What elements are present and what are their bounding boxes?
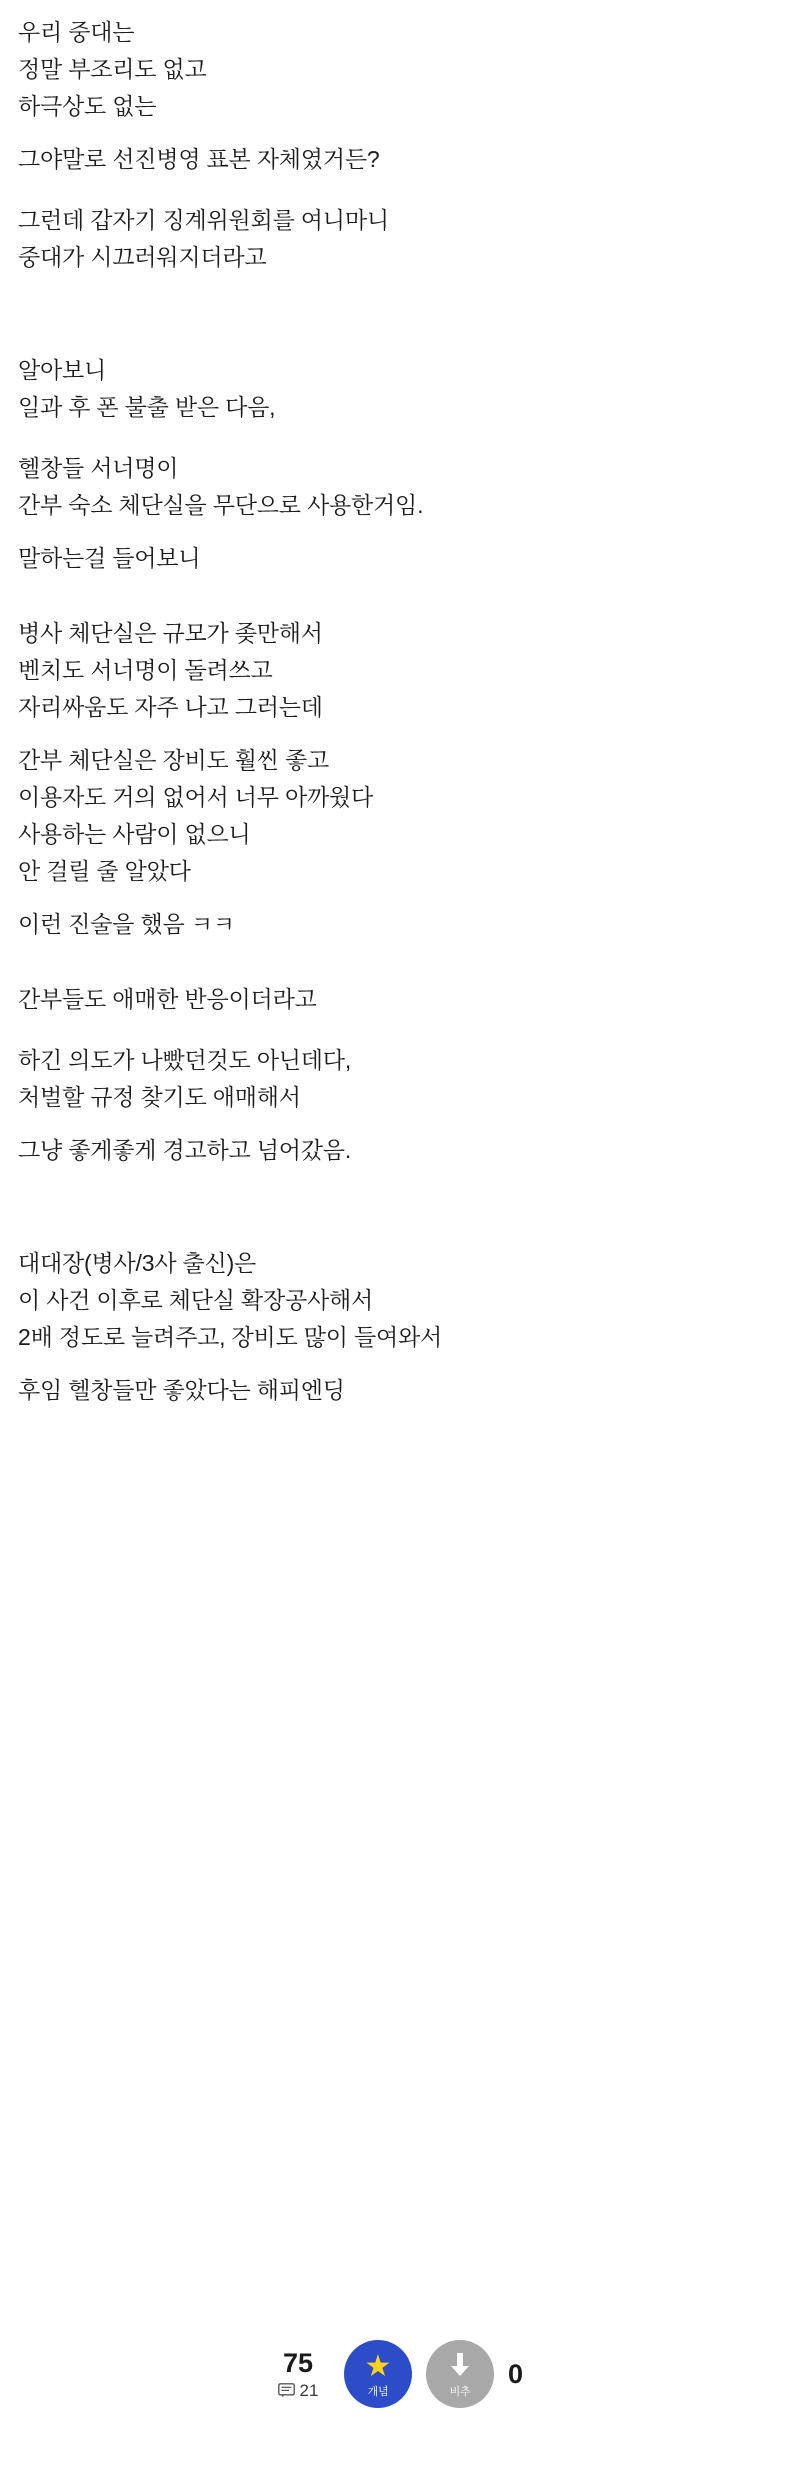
post-line: 안 걸릴 줄 알았다 [18, 858, 191, 884]
post-spacer [0, 1018, 800, 1042]
post-line: 하극상도 없는 [18, 93, 157, 119]
post-spacer [0, 577, 800, 615]
post-line: 간부 체단실은 장비도 훨씬 좋고 [18, 747, 329, 773]
post-line: 중대가 시끄러워지더라고 [18, 244, 267, 270]
post-spacer [0, 726, 800, 742]
comment-stats[interactable] [278, 2382, 319, 2399]
post-line: 대대장(병사/3사 출신)은 [18, 1250, 257, 1276]
post-spacer [0, 1169, 800, 1245]
downvote-count: 0 [508, 2358, 524, 2389]
upvote-stats [266, 2349, 330, 2400]
comment-count: 21 [299, 2381, 319, 2401]
post-spacer [0, 1116, 800, 1132]
post-line: 말하는걸 들어보니 [18, 545, 201, 571]
upvote-button-label: 개념 [367, 2386, 389, 2398]
post-line: 2배 정도로 늘려주고, 장비도 많이 들여와서 [18, 1324, 443, 1350]
post-line: 병사 체단실은 규모가 좆만해서 [18, 620, 323, 646]
post-spacer [0, 178, 800, 202]
post-line: 그냥 좋게좋게 경고하고 넘어갔음. [18, 1137, 352, 1163]
post-spacer [0, 943, 800, 981]
upvote-count: 75 [282, 2347, 314, 2378]
post-spacer [0, 1356, 800, 1372]
downvote-button-label: 비추 [449, 2386, 471, 2398]
post-line: 알아보니 [18, 357, 107, 383]
post-line: 자리싸움도 자주 나고 그러는데 [18, 694, 323, 720]
post-line: 헬창들 서너명이 [18, 455, 179, 481]
comment-icon [278, 2383, 295, 2398]
arrow-down-icon [447, 2351, 473, 2384]
post-spacer [0, 524, 800, 540]
post-line: 처벌할 규정 찾기도 애매해서 [18, 1084, 301, 1110]
post-line: 사용하는 사람이 없으니 [18, 821, 251, 847]
star-icon: ★ [364, 2350, 392, 2383]
post-line: 이런 진술을 했음 ㅋㅋ [18, 911, 235, 937]
post-line: 벤치도 서너명이 돌려쓰고 [18, 657, 273, 683]
post-line: 간부 숙소 체단실을 무단으로 사용한거임. [18, 492, 424, 518]
post-line: 하긴 의도가 나빴던것도 아닌데다, [18, 1047, 352, 1073]
post-spacer [0, 276, 800, 352]
post-line: 우리 중대는 [18, 19, 135, 45]
post-line: 이 사건 이후로 체단실 확장공사해서 [18, 1287, 374, 1313]
post-line: 정말 부조리도 없고 [18, 56, 207, 82]
post-spacer [0, 426, 800, 450]
post-line: 일과 후 폰 불출 받은 다음, [18, 394, 276, 420]
downvote-button[interactable] [426, 2340, 494, 2408]
post-line: 그야말로 선진병영 표본 자체였거든? [18, 146, 380, 172]
post-line: 후임 헬창들만 좋았다는 해피엔딩 [18, 1377, 345, 1403]
post-line: 그런데 갑자기 징계위원회를 여니마니 [18, 207, 389, 233]
post-spacer [0, 890, 800, 906]
upvote-button[interactable] [344, 2340, 412, 2408]
reaction-bar [0, 2299, 800, 2473]
post-spacer [0, 125, 800, 141]
post-line: 이용자도 거의 없어서 너무 아까웠다 [18, 784, 374, 810]
post-line: 간부들도 애매한 반응이더라고 [18, 986, 317, 1012]
